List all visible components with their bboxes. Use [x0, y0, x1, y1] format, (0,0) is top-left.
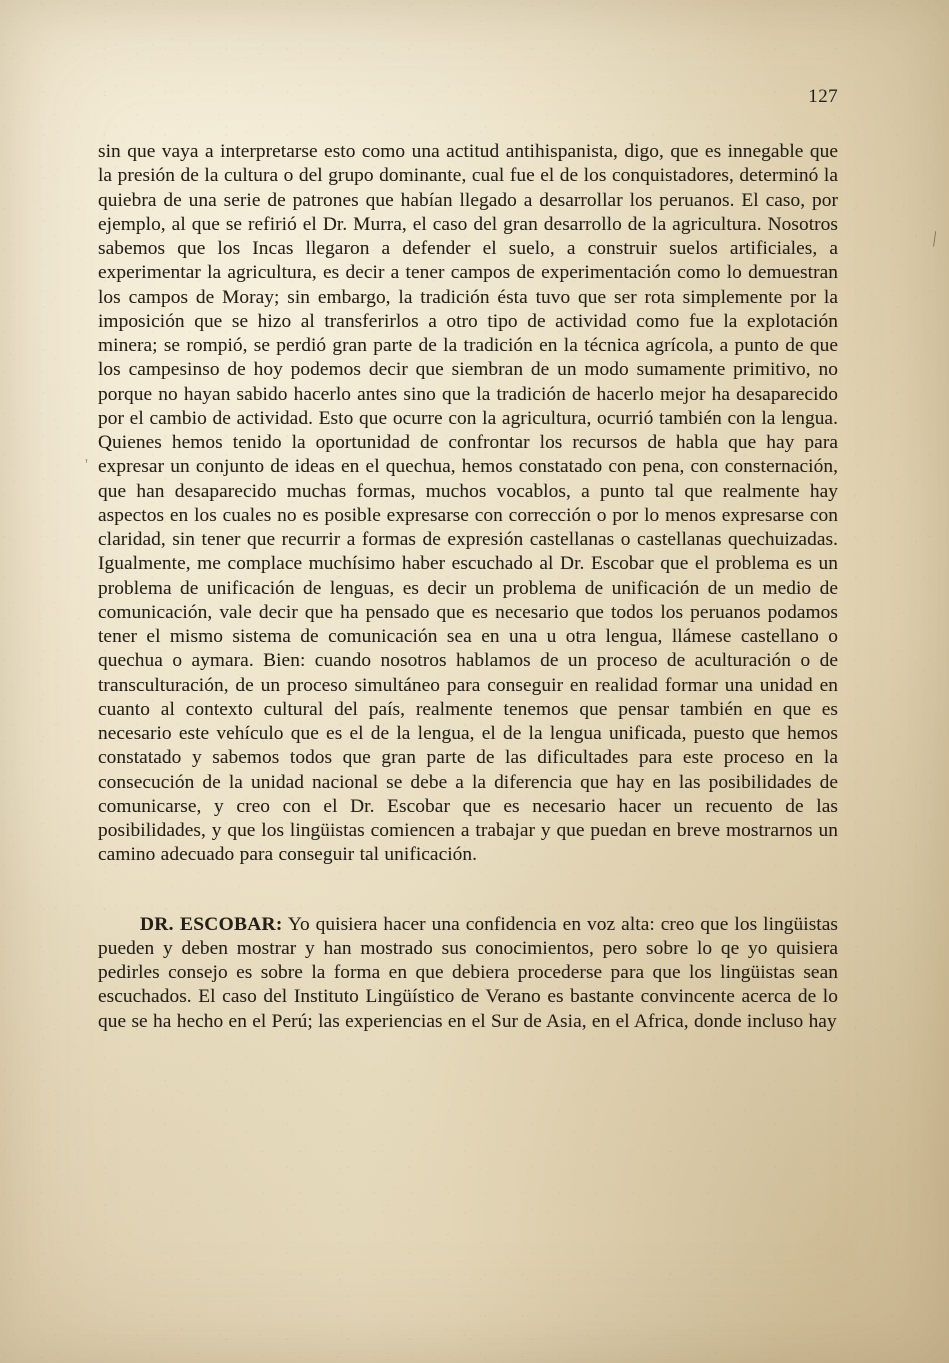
body-text-block [98, 140, 838, 1034]
page-number: 127 [808, 86, 838, 107]
paragraph-dr-escobar-text: Yo quisiera hacer una confidencia en voz alta: creo que los lingüistas pueden y deben mostrar y han mostrado sus conocimientos, pero sobre lo qe yo quisiera pedirles consejo es sobre la forma en que debiera procederse para que los lingüistas sean escuchados. El caso del Instituto Lingüístico de Verano es bastante convincente acerca de lo que se ha hecho en el Perú; las experiencias en el Sur de Asia, en el Africa, donde incluso hay [98, 913, 838, 1032]
paragraph-dr-escobar [98, 913, 838, 1034]
margin-pen-mark-right: | [931, 227, 938, 248]
paragraph-continuation: sin que vaya a interpretarse esto como una actitud antihispanista, digo, que es innegable que la presión de la cultura o del grupo dominante, cual fue el de los conquistadores, determinó la quiebra de una serie de patrones que habían llegado a desarrollar los peruanos. El caso, por ejemplo, al que se refirió el Dr. Murra, el caso del gran desarrollo de la agricultura. Nosotros sabemos que los Incas llegaron a defender el suelo, a construir suelos artificiales, a experimentar la agricultura, es decir a tener campos de experimentación como lo demuestran los campos de Moray; sin embargo, la tradición ésta tuvo que ser rota simplemente por la imposición que se hizo al transferirlos a otro tipo de actividad como fue la explotación minera; se rompió, se perdió gran parte de la tradición en la técnica agrícola, a punto de que los campesinso de hoy podemos decir que siembran de un modo sumamente primitivo, no porque no hayan sabido hacerlo antes sino que la tradición de hacerlo mejor ha desaparecido por el cambio de actividad. Esto que ocurre con la agricultura, ocurrió también con la lengua. Quienes hemos tenido la oportunidad de confrontar los recursos de habla que hay para expresar un conjunto de ideas en el quechua, hemos constatado con pena, con consternación, que han desaparecido muchas formas, muchos vocablos, a punto tal que realmente hay aspectos en los cuales no es posible expresarse con corrección o por lo menos expresarse con claridad, sin tener que recurrir a formas de expresión castellanas o castellanas quechuizadas. Igualmente, me complace muchísimo haber escuchado al Dr. Escobar que el problema es un problema de unificación de lenguas, es decir un problema de unificación de un medio de comunicación, vale decir que ha pensado que es necesario que todos los peruanos podamos tener el mismo sistema de comunicación sea en una u otra lengua, llámese castellano o quechua o aymara. Bien: cuando nosotros hablamos de un proceso de aculturación o de transculturación, de un proceso simultáneo para conseguir en realidad formar una unidad en cuanto al contexto cultural del país, realmente tenemos que pensar también en que es necesario este vehículo que es el de la lengua, el de la lengua unificada, puesto que hemos constatado y sabemos todos que gran parte de las dificultades para este proceso en la consecución de la unidad nacional se debe a la diferencia que hay en las posibilidades de comunicarse, y creo con el Dr. Escobar que es necesario hacer un recuento de las posibilidades, y que los lingüistas comiencen a trabajar y que puedan en breve mostrarnos un camino adecuado para conseguir tal unificación. [98, 141, 838, 866]
margin-pen-mark-left: ' [85, 455, 89, 474]
speaker-label-dr-escobar: DR. ESCOBAR: [140, 913, 283, 935]
